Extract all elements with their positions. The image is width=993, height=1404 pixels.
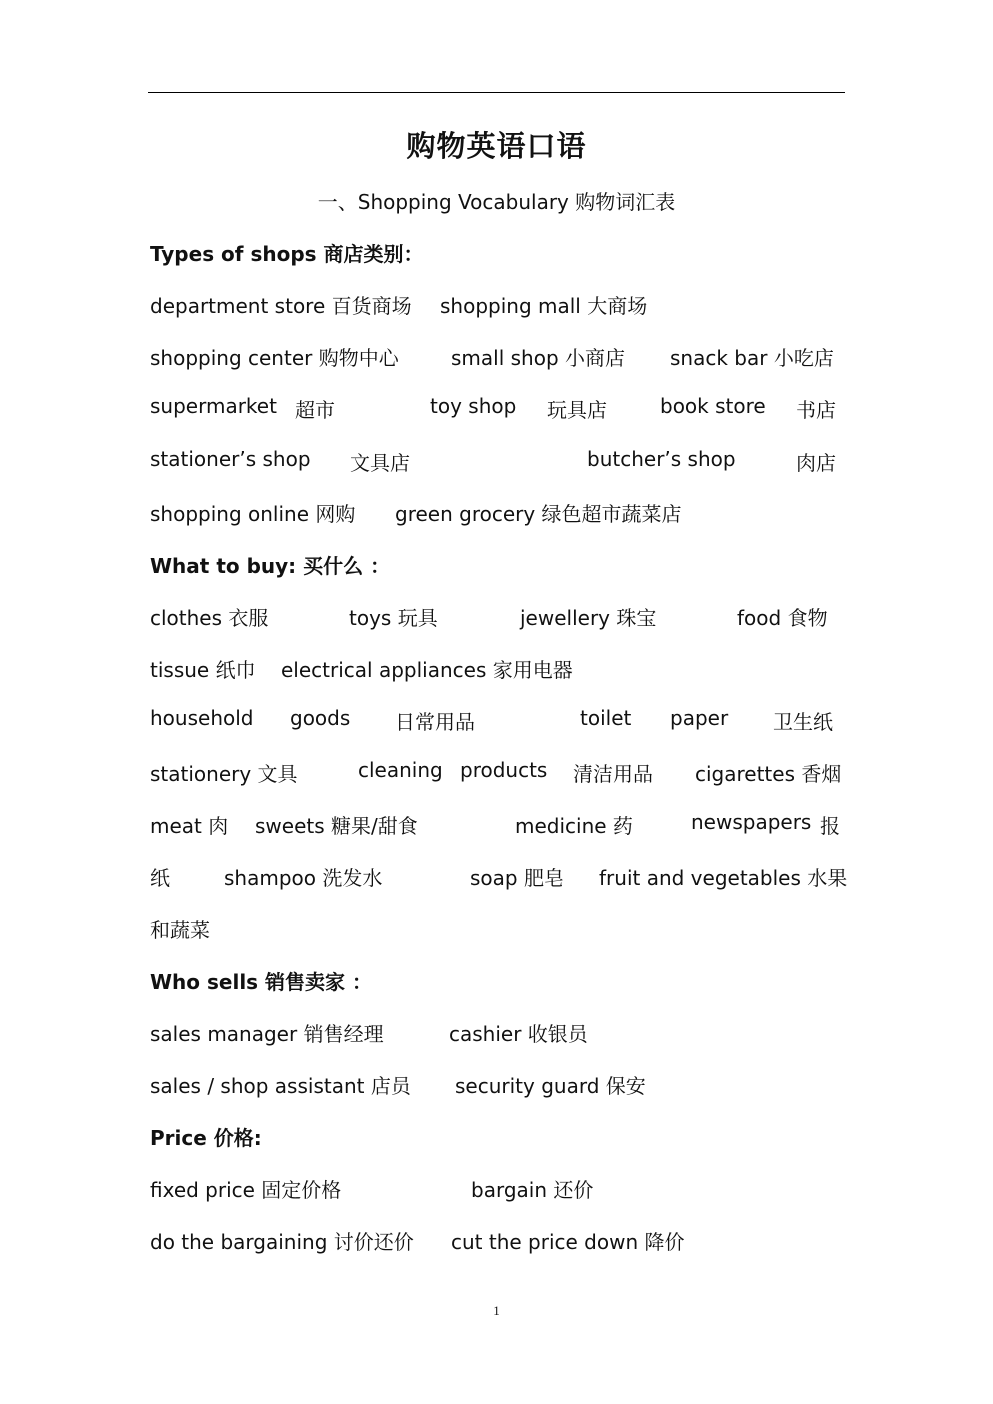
vocab-item: goods — [290, 706, 351, 730]
vocab-item: 纸 — [150, 866, 170, 890]
vocab-item: shopping mall 大商场 — [440, 294, 648, 318]
page-number: 1 — [493, 1303, 500, 1318]
heading-text: What to buy: 买什么 ： — [150, 554, 391, 578]
vocab-item: bargain 还价 — [471, 1178, 594, 1202]
vocab-line — [150, 654, 843, 684]
vocab-line — [150, 914, 843, 944]
vocab-line — [150, 447, 843, 477]
vocab-item: cleaning — [358, 758, 443, 782]
vocab-item: book store — [660, 394, 766, 418]
vocab-item: department store 百货商场 — [150, 294, 412, 318]
vocab-item: stationer’s shop — [150, 447, 311, 471]
vocab-item: snack bar 小吃店 — [670, 346, 834, 370]
vocab-item: household — [150, 706, 254, 730]
vocab-item: sales / shop assistant 店员 — [150, 1074, 411, 1098]
vocab-line — [150, 862, 848, 892]
vocab-item: 卫生纸 — [773, 710, 833, 734]
heading-text: Who sells 销售卖家 ： — [150, 970, 373, 994]
vocab-item: toilet — [580, 706, 632, 730]
vocab-item: cigarettes 香烟 — [695, 762, 842, 786]
vocab-item: cashier 收银员 — [449, 1022, 588, 1046]
vocab-item: shampoo 洗发水 — [224, 866, 383, 890]
vocab-item: shopping center 购物中心 — [150, 346, 399, 370]
vocab-item: 肉店 — [796, 451, 836, 475]
vocab-line — [150, 394, 843, 424]
vocab-item: paper — [670, 706, 729, 730]
vocab-item: 书店 — [796, 398, 836, 422]
heading-text: Types of shops 商店类别： — [150, 242, 424, 266]
vocab-line — [150, 1226, 843, 1256]
vocab-item: toys 玩具 — [349, 606, 438, 630]
vocab-item: shopping online 网购 — [150, 502, 356, 526]
vocab-item: sales manager 销售经理 — [150, 1022, 384, 1046]
vocab-item: 文具店 — [350, 451, 410, 475]
vocab-item: jewellery 珠宝 — [520, 606, 657, 630]
vocab-line — [150, 1174, 843, 1204]
vocab-item: 玩具店 — [547, 398, 607, 422]
vocab-item: sweets 糖果/甜食 — [255, 814, 418, 838]
vocab-line — [150, 1018, 843, 1048]
section-heading-types — [150, 238, 843, 268]
vocab-item: green grocery 绿色超市蔬菜店 — [395, 502, 682, 526]
section-heading-sells — [150, 966, 843, 996]
vocab-item: food 食物 — [737, 606, 828, 630]
vocab-line — [150, 1070, 843, 1100]
vocab-item: supermarket — [150, 394, 277, 418]
vocab-item: medicine 药 — [515, 814, 633, 838]
vocab-item: 和蔬菜 — [150, 918, 210, 942]
vocab-item: newspapers — [691, 810, 812, 834]
vocab-item: 报 — [820, 814, 840, 838]
vocab-line — [150, 342, 843, 372]
vocab-line — [150, 758, 843, 788]
vocab-item: fruit and vegetables 水果 — [599, 866, 848, 890]
vocab-item: products — [460, 758, 548, 782]
vocab-item: cut the price down 降价 — [451, 1230, 685, 1254]
page-subtitle: 一、Shopping Vocabulary 购物词汇表 — [317, 190, 676, 214]
section-heading-price — [150, 1122, 843, 1152]
vocab-line — [150, 706, 843, 736]
vocab-item: fixed price 固定价格 — [150, 1178, 342, 1202]
vocab-item: clothes 衣服 — [150, 606, 269, 630]
vocab-item: security guard 保安 — [455, 1074, 646, 1098]
vocab-item: 清洁用品 — [573, 762, 653, 786]
vocab-line — [150, 602, 843, 632]
vocab-item: 超市 — [295, 398, 335, 422]
vocab-item: toy shop — [430, 394, 517, 418]
vocab-item: tissue 纸巾 — [150, 658, 256, 682]
vocab-item: 日常用品 — [395, 710, 475, 734]
vocab-item: soap 肥皂 — [470, 866, 564, 890]
page-title: 购物英语口语 — [406, 129, 587, 163]
header-rule — [148, 92, 845, 93]
vocab-item: electrical appliances 家用电器 — [281, 658, 573, 682]
vocab-item: do the bargaining 讨价还价 — [150, 1230, 414, 1254]
vocab-line — [150, 290, 843, 320]
vocab-item: meat 肉 — [150, 814, 229, 838]
vocab-item: stationery 文具 — [150, 762, 298, 786]
vocab-line — [150, 498, 843, 528]
vocab-item: small shop 小商店 — [451, 346, 626, 370]
section-heading-buy — [150, 550, 843, 580]
vocab-item: butcher’s shop — [587, 447, 736, 471]
vocab-line — [150, 810, 843, 840]
heading-text: Price 价格: — [150, 1126, 262, 1150]
